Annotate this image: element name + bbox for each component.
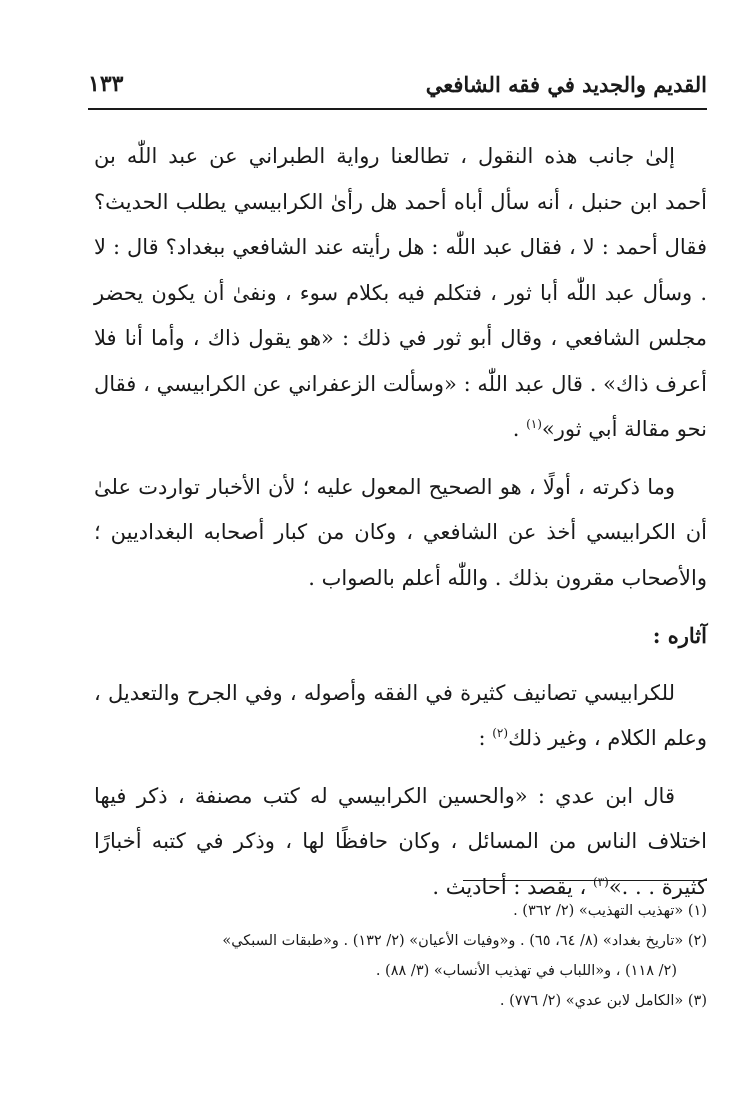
paragraph bbox=[94, 465, 707, 602]
paragraph-text: للكرابيسي تصانيف كثيرة في الفقه وأصوله ، وفي الجرح والتعديل ، وعلم الكلام ، وغير ذلك bbox=[94, 680, 707, 750]
paragraph-text: إلىٰ جانب هذه النقول ، تطالعنا رواية الطبراني عن عبد اللّٰه بن أحمد ابن حنبل ، أنه سأل أباه أحمد هل رأىٰ الكرابيسي يطلب الحديث؟ فقال أحمد : لا ، فقال عبد اللّٰه : هل رأيته عند الشافعي ببغداد؟ قال : لا . وسأل عبد اللّٰه أبا ثور ، فتكلم فيه بكلام سوء ، ونفىٰ أن يكون يحضر مجلس الشافعي ، وقال أبو ثور في ذلك : «هو يقول ذاك ، وأما أنا فلا أعرف ذاك» . قال عبد اللّٰه : «وسألت الزعفراني عن الكرابيسي ، فقال نحو مقالة أبي ثور» bbox=[94, 144, 707, 441]
paragraph-end: ، يقصد : أحاديث . bbox=[432, 874, 587, 899]
paragraph bbox=[94, 134, 707, 453]
footnote-marker: (٣) bbox=[593, 874, 609, 889]
footnote-2-continued: (٢/ ١١٨) ، و«اللباب في تهذيب الأنساب» (٣/ ٨٨) . bbox=[375, 963, 677, 979]
paragraph-text: وما ذكرته ، أولًا ، هو الصحيح المعول عليه ؛ لأن الأخبار تواردت علىٰ أن الكرابيسي أخذ عن الشافعي ، وكان من كبار أصحابه البغداديين ؛ والأصحاب مقرون بذلك . واللّٰه أعلم بالصواب . bbox=[94, 474, 707, 590]
footnote-3: (٣) «الكامل لابن عدي» (٢/ ٧٧٦) . bbox=[499, 993, 707, 1009]
running-header bbox=[88, 62, 707, 106]
header-rule bbox=[88, 108, 707, 110]
footnote-rule bbox=[463, 880, 707, 881]
running-title: القديم والجديد في فقه الشافعي bbox=[425, 71, 707, 97]
paragraph-end: : bbox=[478, 726, 493, 750]
main-text bbox=[94, 134, 707, 910]
footnote-2: (٢) «تاريخ بغداد» (٨/ ٦٤، ٦٥) . و«وفيات الأعيان» (٢/ ١٣٢) . و«طبقات السبكي» bbox=[222, 933, 707, 949]
paragraph bbox=[94, 774, 707, 911]
footnote-marker: (٢) bbox=[492, 726, 509, 740]
paragraph bbox=[94, 671, 707, 762]
paragraph-end: . bbox=[512, 417, 527, 441]
footnotes bbox=[40, 896, 707, 1016]
footnote-marker: (١) bbox=[526, 417, 542, 431]
section-heading: آثاره : bbox=[652, 623, 707, 648]
footnote-1: (١) «تهذيب التهذيب» (٢/ ٣٦٢) . bbox=[513, 903, 707, 919]
paragraph-text: قال ابن عدي : «والحسين الكرابيسي له كتب مصنفة ، ذكر فيها اختلاف الناس من المسائل ، وكان حافظًا لها ، وذكر في كتبه أخبارًا كثيرة . . .» bbox=[94, 783, 707, 899]
page-number: ١٣٣ bbox=[88, 71, 124, 97]
